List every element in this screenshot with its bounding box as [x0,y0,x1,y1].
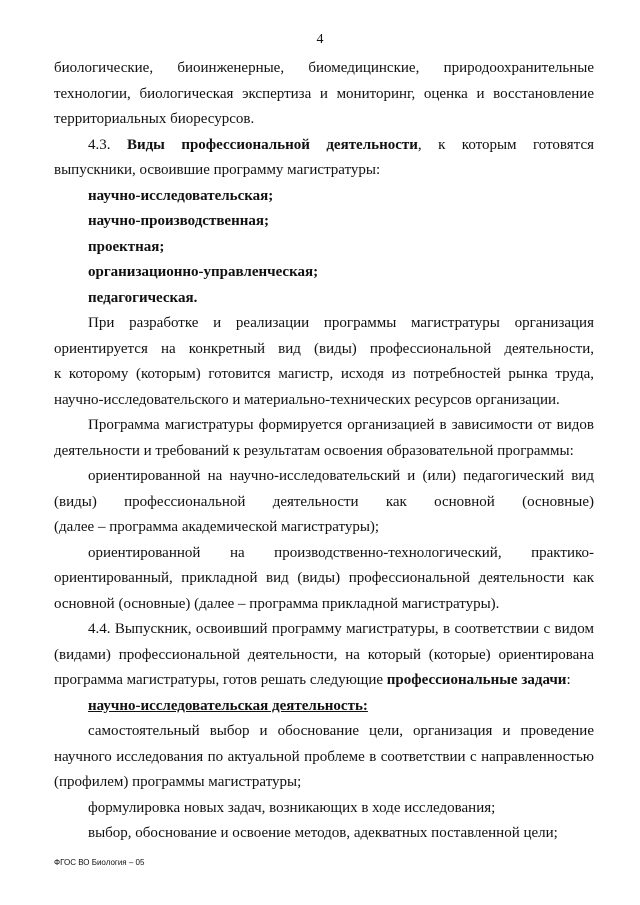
paragraph-line: формулировка новых задач, возникающих в ходе исследования; [88,799,496,816]
paragraph-line: научно-исследовательского и материально-технических ресурсов организации. [54,391,560,408]
page-footer: ФГОС ВО Биология – 05 [54,858,145,867]
section-4-4-line: 4.4. Выпускник, освоивший программу магистратуры, в соответствии с видом [88,621,594,637]
paragraph-line: ориентируется на конкретный вид (виды) профессиональной деятельности, [54,340,594,357]
paragraph-line: (видами) профессиональной деятельности, на который (которые) ориентирована [54,646,594,663]
paragraph-line: Программа магистратуры формируется организацией в зависимости от видов [88,417,594,433]
paragraph-text: программа магистратуры, готов решать следующие [54,672,387,688]
paragraph-line: территориальных биоресурсов. [54,111,255,127]
paragraph-line: При разработке и реализации программы магистратуры организация [88,315,594,331]
activity-item: проектная; [88,238,165,255]
paragraph-line: основной (основные) (далее – программа прикладной магистратуры). [54,595,500,612]
paragraph-line: самостоятельный выбор и обоснование цели, организация и проведение [88,723,594,739]
section-4-3-line [54,133,594,159]
page-content [54,56,594,847]
paragraph-line: ориентированной на производственно-технологический, практико- [88,544,594,561]
paragraph-line: технологии, биологическая экспертиза и мониторинг, оценка и восстановление [54,85,594,102]
research-activity-heading: научно-исследовательская деятельность: [88,697,368,714]
activity-item: организационно-управленческая; [88,264,319,280]
paragraph-line: к которому (которым) готовится магистр, исходя из потребностей рынка труда, [54,366,594,382]
section-title-bold: Виды профессиональной деятельности [126,136,418,153]
paragraph-text: : [566,672,571,688]
paragraph-line: (профилем) программы магистратуры; [54,774,302,790]
section-4-4-line [54,668,594,694]
activity-item: педагогическая. [88,289,198,306]
paragraph-line: ориентированный, прикладной вид (виды) профессиональной деятельности как [54,570,594,586]
activity-item: научно-исследовательская; [88,187,274,204]
activity-item: научно-производственная; [88,213,269,229]
paragraph-line: деятельности и требований к результатам освоения образовательной программы: [54,442,574,459]
paragraph-line: биологические, биоинженерные, биомедицинские, природоохранительные [54,60,594,76]
section-number: 4.3. [88,136,111,153]
paragraph-line: (далее – программа академической магистратуры); [54,519,380,535]
section-4-3-text: , к которым готовятся [417,136,594,153]
paragraph-line: выпускники, освоившие программу магистратуры: [54,162,381,178]
paragraph-line: (виды) профессиональной деятельности как основной (основные) [54,493,594,510]
professional-tasks-bold: профессиональные задачи [386,672,567,688]
page-number: 4 [316,32,324,47]
paragraph-line: научного исследования по актуальной проблеме в соответствии с направленностью [54,748,594,765]
paragraph-line: выбор, обоснование и освоение методов, адекватных поставленной цели; [88,825,558,841]
paragraph-line: ориентированной на научно-исследовательский и (или) педагогический вид [88,468,594,484]
